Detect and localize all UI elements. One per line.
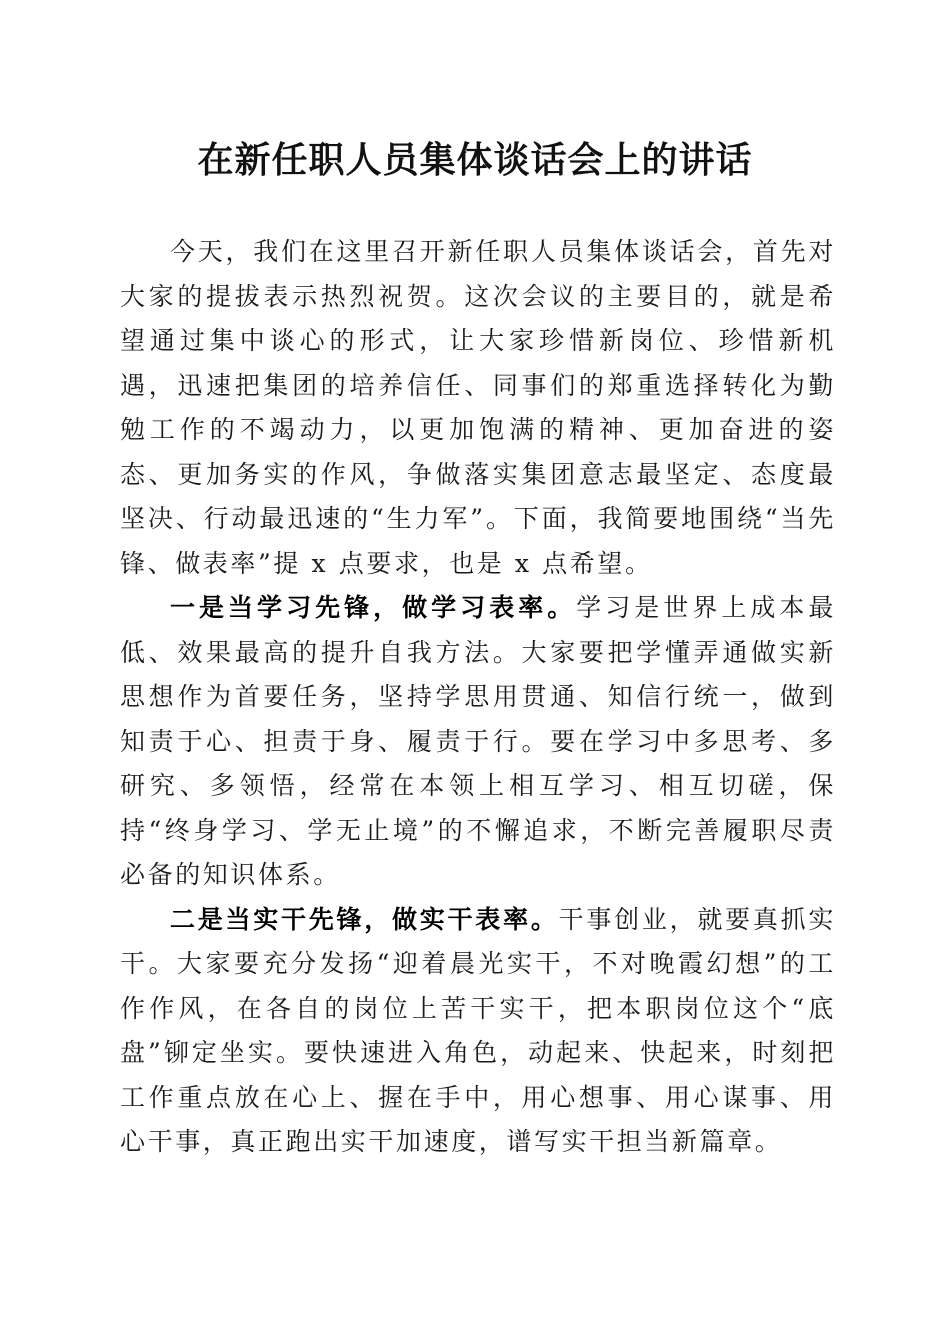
paragraph-text: 干事创业，就要真抓实干。大家要充分发扬“迎着晨光实干，不对晚霞幻想”的工作作风，在各自的岗位上苦干实干，把本职岗位这个“底盘”铆定坐实。要快速进入角色，动起来、快起来，时刻把工作重点放在心上、握在手中，用心想事、用心谋事、用心干事，真正跑出实干加速度，谱写实干担当新篇章。 <box>120 904 836 1156</box>
paragraph-study <box>120 586 836 898</box>
document-body <box>120 230 836 1165</box>
paragraph-text: 学习是世界上成本最低、效果最高的提升自我方法。大家要把学懂弄通做实新思想作为首要任务，坚持学思用贯通、知信行统一，做到知责于心、担责于身、履责于行。要在学习中多思考、多研究、多领悟，经常在本领上相互学习、相互切磋，保持“终身学习、学无止境”的不懈追求，不断完善履职尽责必备的知识体系。 <box>120 593 836 889</box>
paragraph-practice <box>120 898 836 1165</box>
paragraph-text: 今天，我们在这里召开新任职人员集体谈话会，首先对大家的提拔表示热烈祝贺。这次会议的主要目的，就是希望通过集中谈心的形式，让大家珍惜新岗位、珍惜新机遇，迅速把集团的培养信任、同事们的郑重选择转化为勤勉工作的不竭动力，以更加饱满的精神、更加奋进的姿态、更加务实的作风，争做落实集团意志最坚定、态度最坚决、行动最迅速的“生力军”。下面，我简要地围绕“当先锋、做表率”提 x 点要求，也是 x 点希望。 <box>120 237 836 578</box>
paragraph-intro <box>120 230 836 586</box>
paragraph-lead: 一是当学习先锋，做学习表率。 <box>170 593 577 622</box>
document-title: 在新任职人员集体谈话会上的讲话 <box>197 139 753 181</box>
paragraph-lead: 二是当实干先锋，做实干表率。 <box>170 904 559 934</box>
